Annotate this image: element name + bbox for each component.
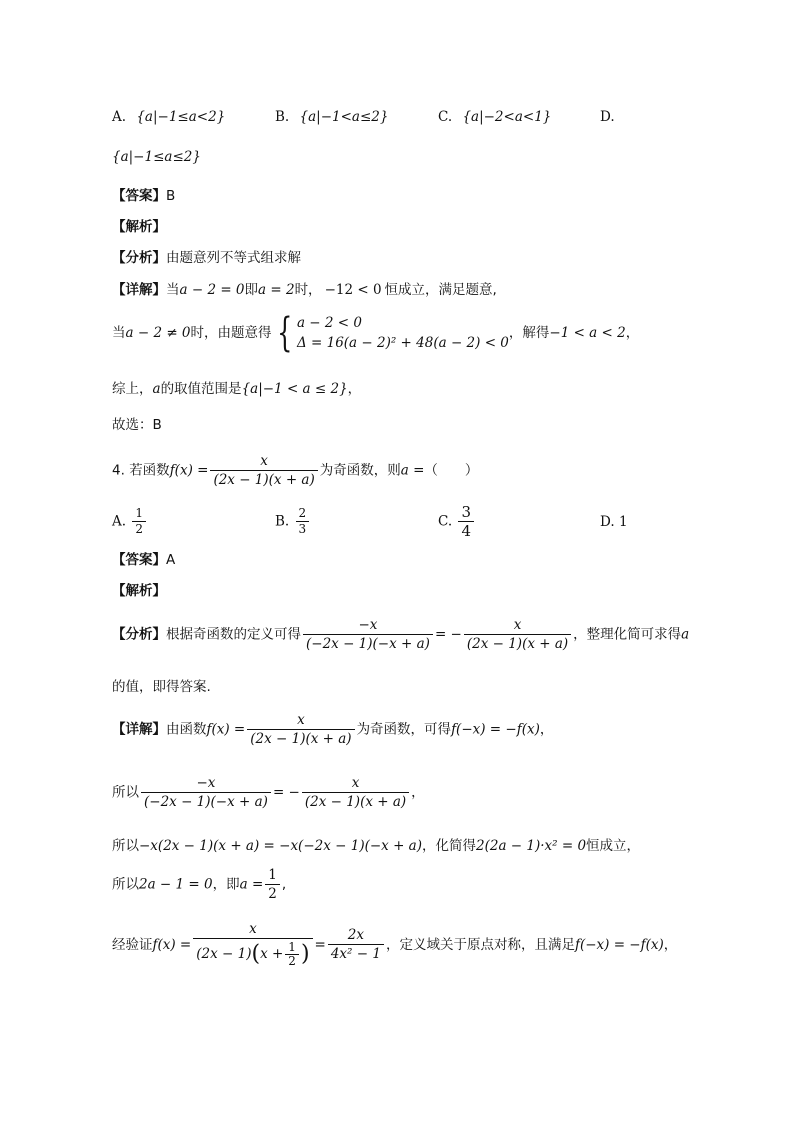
q3-option-b-set: {a|−1<a≤2} bbox=[299, 109, 389, 125]
q4-stem: 4. 若函数f(x) = $\frac{x}{(2x - 1)(x + a)}$ 为奇函数，则a =（ ） bbox=[112, 453, 479, 488]
q4-analysis-line-1: 【分析】根据奇函数的定义可得 $\frac{-x}{(-2x - 1)(-x + a)}$ = − $\frac{x}{(2x - 1)(x + a)}$ ，整理化简可求得a bbox=[112, 617, 690, 652]
q3-option-c: C. {a|−2<a<1} bbox=[438, 109, 552, 125]
q3-analysis: 【分析】由题意列不等式组求解 bbox=[112, 250, 301, 266]
q4-option-b: B. $\frac{2}{3}$ bbox=[275, 506, 311, 537]
q4-detail-line-2: 所以 $\frac{-x}{(-2x - 1)(-x + a)}$ = − $\frac{x}{(2x - 1)(x + a)}$ ， bbox=[112, 775, 425, 810]
system-brace: { bbox=[276, 310, 292, 356]
q3-summary: 综上，a的取值范围是{a|−1 < a ≤ 2}， bbox=[112, 381, 362, 397]
q3-option-b: B. {a|−1<a≤2} bbox=[275, 109, 389, 125]
q4-jiexi-heading: 【解析】 bbox=[112, 583, 166, 599]
q4-detail-line-4: 所以2a − 1 = 0，即a = $\frac{1}{2}$ , bbox=[112, 867, 287, 902]
q3-detail-line-2: 当a − 2 ≠ 0时，由题意得 { a − 2 < 0 Δ = 16(a − 2)² + 48(a − 2) < 0 ，解得−1 < a < 2， bbox=[112, 310, 640, 356]
q3-option-d-label: D. bbox=[600, 109, 615, 125]
q3-answer: 【答案】B bbox=[112, 188, 176, 204]
q4-detail-line-5: 经验证f(x) = x (2x − 1)(x + $\frac{1}{2}$ ) = $\frac{2x}{\text{4x² − 1}}$ ，定义域关于原点对称，且满足f(−x) = −f(x)， bbox=[112, 921, 678, 968]
q3-option-d-set-row bbox=[112, 147, 201, 167]
q4-option-d: D. 1 bbox=[600, 514, 628, 530]
q3-option-a: A. {a|−1≤a<2} bbox=[112, 109, 226, 125]
q4-answer: 【答案】A bbox=[112, 552, 176, 568]
verify-fraction: x (2x − 1)(x + $\frac{1}{2}$ ) bbox=[193, 920, 312, 970]
q4-detail-line-1: 【详解】由函数f(x) = $\frac{x}{(2x - 1)(x + a)}$ 为奇函数，可得f(−x) = −f(x)， bbox=[112, 712, 554, 747]
q3-option-a-set: {a|−1≤a<2} bbox=[136, 109, 226, 125]
q4-stem-fraction: $\frac{x}{(2x - 1)(x + a)}$ bbox=[210, 452, 317, 489]
q3-option-c-set: {a|−2<a<1} bbox=[462, 109, 552, 125]
q4-option-c: C. $\frac{3}{4}$ bbox=[438, 503, 476, 540]
inequality-system: a − 2 < 0 Δ = 16(a − 2)² + 48(a − 2) < 0 bbox=[296, 315, 509, 351]
q3-choice: 故选：B bbox=[112, 417, 162, 433]
q4-detail-line-3: 所以−x(2x − 1)(x + a) = −x(−2x − 1)(−x + a)，化简得2(2a − 1)·x² = 0恒成立， bbox=[112, 838, 641, 854]
q4-analysis-line-2: 的值，即得答案. bbox=[112, 679, 211, 695]
q3-detail-line-1: 【详解】当a − 2 = 0即a = 2时， −12 < 0 恒成立，满足题意, bbox=[112, 282, 497, 298]
q3-jiexi-heading: 【解析】 bbox=[112, 219, 166, 235]
q3-option-d-set: {a|−1≤a≤2} bbox=[112, 149, 201, 165]
q4-option-a: A. $\frac{1}{2}$ bbox=[112, 506, 148, 537]
